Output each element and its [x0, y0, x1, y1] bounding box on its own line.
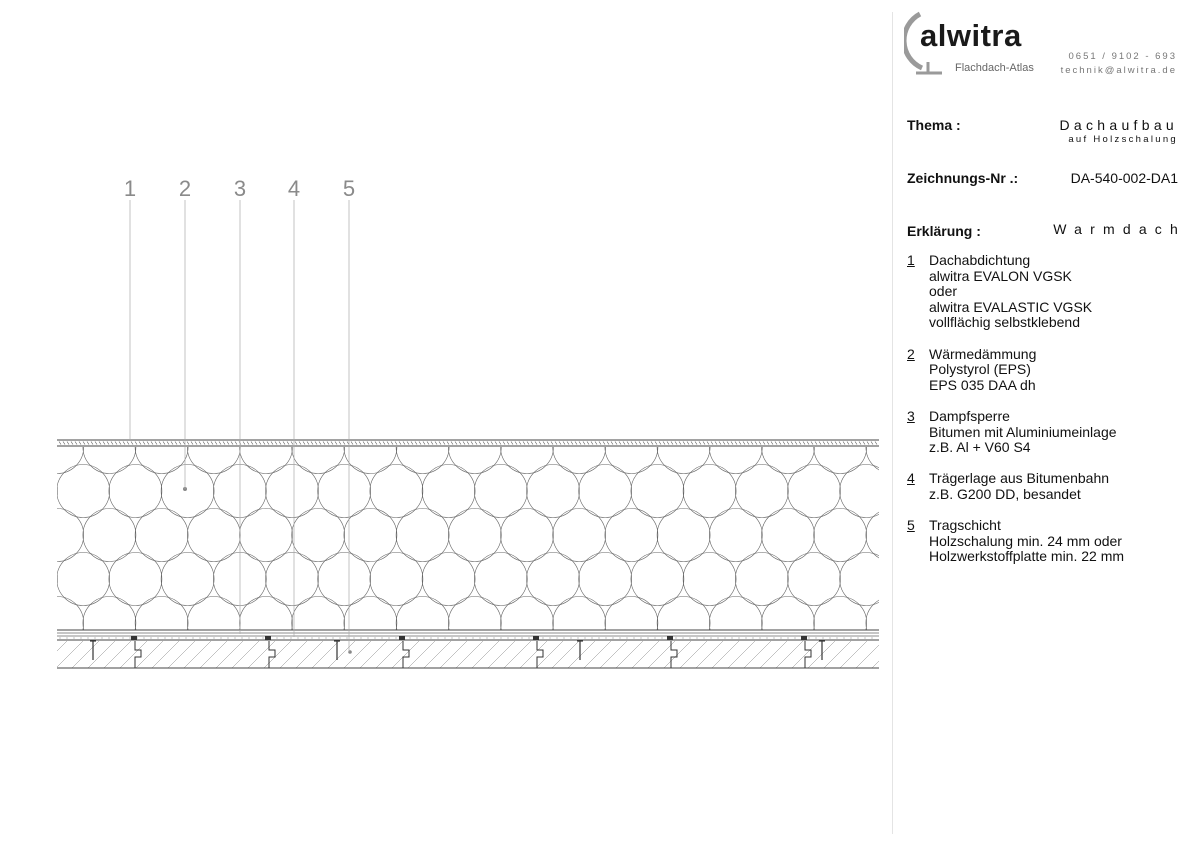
legend-number: 3: [907, 407, 915, 424]
legend-line: Tragschicht: [929, 517, 1001, 534]
legend-number: 4: [907, 470, 915, 487]
legend-item-3: [907, 409, 1182, 456]
legend-line: oder: [929, 283, 958, 300]
legend-line: z.B. G200 DD, besandet: [929, 485, 1081, 502]
legend-item-5: [907, 518, 1182, 565]
callout-number-2: 2: [178, 176, 192, 201]
thema-sub: auf Holzschalung: [1068, 134, 1178, 145]
legend-line: alwitra EVALASTIC VGSK: [929, 298, 1093, 315]
legend-line: vollflächig selbstklebend: [929, 314, 1080, 331]
explanation-value: Warmdach: [1053, 221, 1186, 237]
insulation-layer: [0, 421, 892, 650]
legend-line: Trägerlage aus Bitumenbahn: [929, 470, 1110, 487]
legend-line: EPS 035 DAA dh: [929, 376, 1036, 393]
legend-line: Holzwerkstoffplatte min. 22 mm: [929, 548, 1125, 565]
legend-line: z.B. Al + V60 S4: [929, 439, 1031, 456]
legend-item-2: [907, 347, 1182, 394]
legend-line: Polystyrol (EPS): [929, 361, 1031, 378]
legend-line: Dampfsperre: [929, 407, 1010, 424]
roof-membrane-layer: [57, 440, 879, 446]
callout-number-5: 5: [342, 176, 356, 201]
brand-subtitle: Flachdach-Atlas: [955, 62, 1034, 74]
explanation-label: Erklärung :: [907, 223, 981, 239]
timber-boarding-layer: [40, 636, 892, 668]
legend-number: 5: [907, 517, 915, 534]
callout-group: [124, 176, 355, 652]
thema-label: Thema :: [907, 117, 961, 133]
vapour-barrier-layer: [57, 633, 879, 640]
legend-item-4: [907, 471, 1182, 502]
legend: [907, 253, 1182, 580]
thema-value: Dachaufbau: [1059, 117, 1178, 133]
legend-line: Dachabdichtung: [929, 252, 1031, 268]
legend-line: Wärmedämmung: [929, 345, 1037, 362]
drawing-no-value: DA-540-002-DA1: [1070, 170, 1178, 186]
legend-number: 2: [907, 345, 915, 362]
callout-number-1: 1: [123, 176, 137, 201]
drawing-no-label: Zeichnungs-Nr .:: [907, 170, 1019, 186]
contact-email: technik@alwitra.de: [1060, 65, 1177, 76]
legend-line: Bitumen mit Aluminiumeinlage: [929, 423, 1117, 440]
callout-number-4: 4: [287, 176, 301, 201]
brand-name: alwitra: [920, 18, 1022, 53]
callout-number-3: 3: [233, 176, 247, 201]
legend-line: Holzschalung min. 24 mm oder: [929, 532, 1122, 549]
contact-phone: 0651 / 9102 - 693: [1068, 51, 1177, 62]
legend-number: 1: [907, 252, 915, 268]
legend-line: alwitra EVALON VGSK: [929, 267, 1072, 284]
legend-item-1: [907, 253, 1182, 331]
panel-divider: [892, 12, 893, 834]
